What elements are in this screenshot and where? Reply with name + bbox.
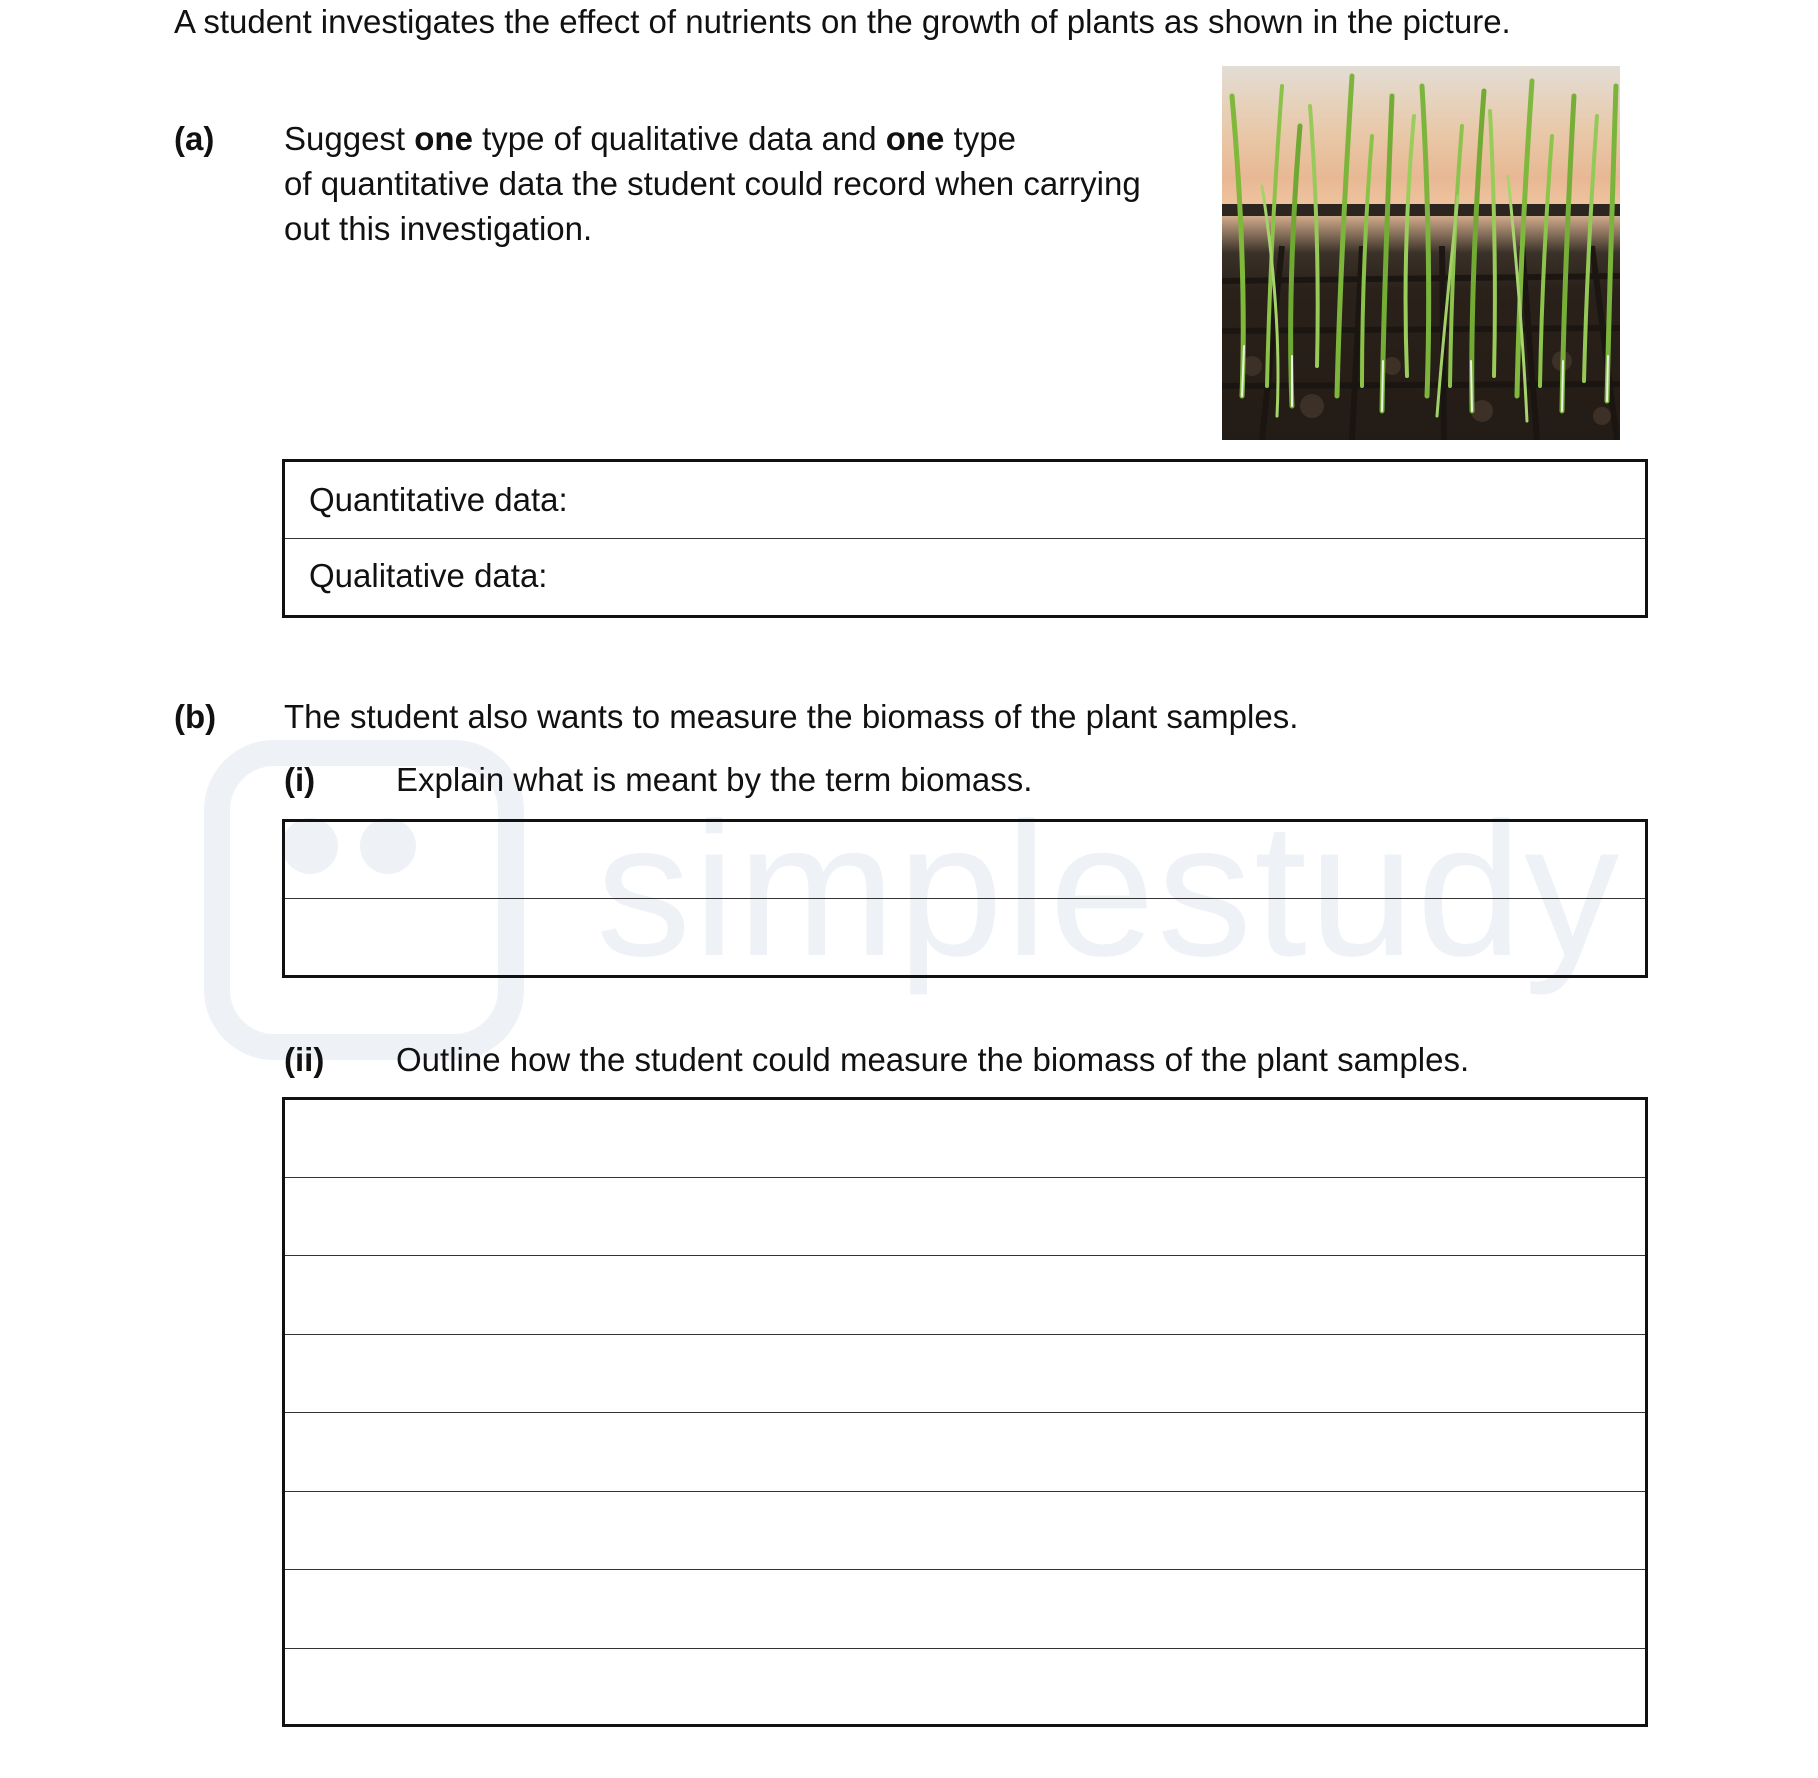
quantitative-data-label: Quantitative data:: [309, 481, 568, 518]
intro-text: A student investigates the effect of nutrients on the growth of plants as shown in the picture.: [174, 3, 1511, 40]
answer-line: [285, 1412, 1645, 1413]
answer-line: [285, 1648, 1645, 1649]
answer-line: [285, 898, 1645, 899]
part-b-question: The student also wants to measure the biomass of the plant samples.: [284, 698, 1299, 735]
part-a-answer-box[interactable]: [282, 459, 1648, 618]
part-b-ii-label: (ii): [284, 1041, 325, 1078]
part-b-ii-question: Outline how the student could measure the biomass of the plant samples.: [396, 1041, 1470, 1078]
part-b-i-question: Explain what is meant by the term biomass.: [396, 761, 1033, 798]
part-a-question-line3: out this investigation.: [284, 210, 593, 247]
answer-line: [285, 1255, 1645, 1256]
qualitative-data-label: Qualitative data:: [309, 557, 548, 594]
part-b-label: (b): [174, 698, 217, 735]
answer-row-divider: [285, 538, 1645, 539]
watermark-text: simplestudy: [596, 784, 1622, 996]
answer-line: [285, 1334, 1645, 1335]
part-a-question-line2: of quantitative data the student could record when carrying: [284, 165, 1141, 202]
part-b-i-label: (i): [284, 761, 316, 798]
part-a-question-line1: Suggest one type of qualitative data and one type: [284, 120, 1016, 157]
part-b-i-answer-box[interactable]: [282, 819, 1648, 978]
part-b-ii-answer-box[interactable]: [282, 1097, 1648, 1727]
seedlings-in-tray-photo: [1222, 66, 1620, 440]
answer-line: [285, 1491, 1645, 1492]
answer-line: [285, 1569, 1645, 1570]
answer-line: [285, 1177, 1645, 1178]
part-a-label: (a): [174, 120, 215, 157]
